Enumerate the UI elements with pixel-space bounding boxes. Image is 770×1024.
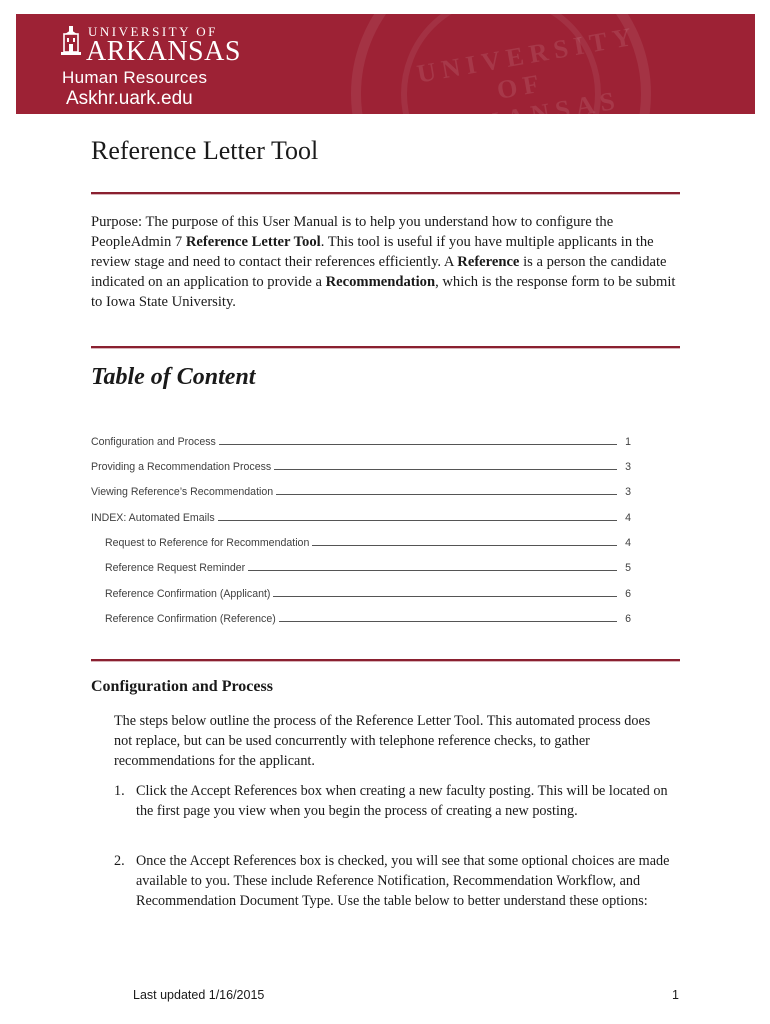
toc-entry-label: INDEX: Automated Emails: [91, 512, 215, 524]
seal-text: UNIVERSITY OF ARKANSAS: [414, 21, 640, 147]
footer-page-number: 1: [672, 988, 679, 1002]
section-intro: The steps below outline the process of the Reference Letter Tool. This automated process does not replace, but can be used concurrently with telephone reference checks, to gather recommendations for the applicant.: [114, 713, 651, 769]
step-text: Click the Accept References box when creating a new faculty posting. This will be located on the first page you view when you begin the process of creating a new posting.: [136, 783, 668, 819]
toc-entry-label: Providing a Recommendation Process: [91, 461, 272, 473]
step-text: Once the Accept References box is checked, you will see that some optional choices are made available to you. These include Reference Notification, Recommendation Workflow, and Recommendation Document Type. Use the table below to better understand these options:: [136, 853, 670, 909]
toc-entry-label: Reference Confirmation (Applicant): [105, 588, 271, 600]
toc-leader-line: [274, 469, 617, 470]
toc-leader-line: [273, 596, 617, 597]
university-name: ARKANSAS: [86, 36, 241, 67]
footer-last-updated: Last updated 1/16/2015: [133, 988, 265, 1002]
toc-title: Table of Content: [91, 364, 256, 390]
toc-leader-line: [219, 444, 617, 445]
toc-leader-line: [279, 621, 617, 622]
department-name: Human Resources: [62, 68, 208, 87]
toc-entry-label: Viewing Reference’s Recommendation: [91, 486, 274, 498]
purpose-text-1: Purpose: The purpose of this User Manual is to help you understand how to configure the PeopleAdmin 7: [91, 214, 614, 250]
toc-divider: [91, 659, 680, 662]
header-banner: [16, 14, 755, 147]
document-title: Reference Letter Tool: [91, 136, 319, 165]
toc-entry-page: 3: [625, 461, 631, 473]
toc-entry-page: 4: [625, 537, 631, 549]
toc-entry-page: 4: [625, 512, 631, 524]
toc-entry-page: 5: [625, 562, 631, 574]
purpose-bold-reference-letter-tool: Reference Letter Tool: [185, 234, 321, 250]
toc-subentry[interactable]: [105, 584, 631, 600]
toc-entry[interactable]: [91, 508, 631, 524]
purpose-text-2: . This tool is useful if you have multiple applicants in the review stage and need to contact their references efficiently. A: [91, 234, 654, 270]
purpose-paragraph: [91, 212, 686, 312]
toc-entry-label: Request to Reference for Recommendation: [105, 537, 310, 549]
section-heading: Configuration and Process: [91, 678, 273, 695]
step-number: 2.: [114, 853, 125, 869]
title-divider: [91, 192, 680, 195]
university-seal-watermark: [351, 0, 651, 244]
toc-entry-page: 6: [625, 613, 631, 625]
university-of-text: UNIVERSITY OF: [88, 24, 218, 39]
department-url[interactable]: Askhr.uark.edu: [66, 88, 193, 109]
purpose-divider: [91, 346, 680, 349]
toc-subentry[interactable]: [105, 558, 631, 574]
toc-entry-label: Configuration and Process: [91, 436, 216, 448]
toc-leader-line: [218, 520, 617, 521]
toc-entry-label: Reference Confirmation (Reference): [105, 613, 276, 625]
toc-entry[interactable]: [91, 432, 631, 448]
toc-entry-page: 6: [625, 588, 631, 600]
toc-entry-label: Reference Request Reminder: [105, 562, 246, 574]
step-number: 1.: [114, 783, 125, 799]
toc-leader-line: [276, 494, 617, 495]
toc-entry[interactable]: [91, 482, 631, 498]
toc-subentry[interactable]: [105, 533, 631, 549]
toc-subentry[interactable]: [105, 609, 631, 625]
toc-leader-line: [248, 570, 617, 571]
purpose-bold-recommendation: Recommendation: [325, 274, 436, 290]
toc-entry-page: 1: [625, 436, 631, 448]
toc-entry[interactable]: [91, 457, 631, 473]
purpose-bold-reference: Reference: [457, 254, 520, 270]
toc-entry-page: 3: [625, 486, 631, 498]
purpose-text-4: , which is the response form to be submit to Iowa State University.: [91, 274, 676, 310]
toc-leader-line: [312, 545, 617, 546]
purpose-text-3: is a person the candidate indicated on an application to provide a: [91, 254, 667, 290]
old-main-building-icon: [61, 26, 81, 58]
